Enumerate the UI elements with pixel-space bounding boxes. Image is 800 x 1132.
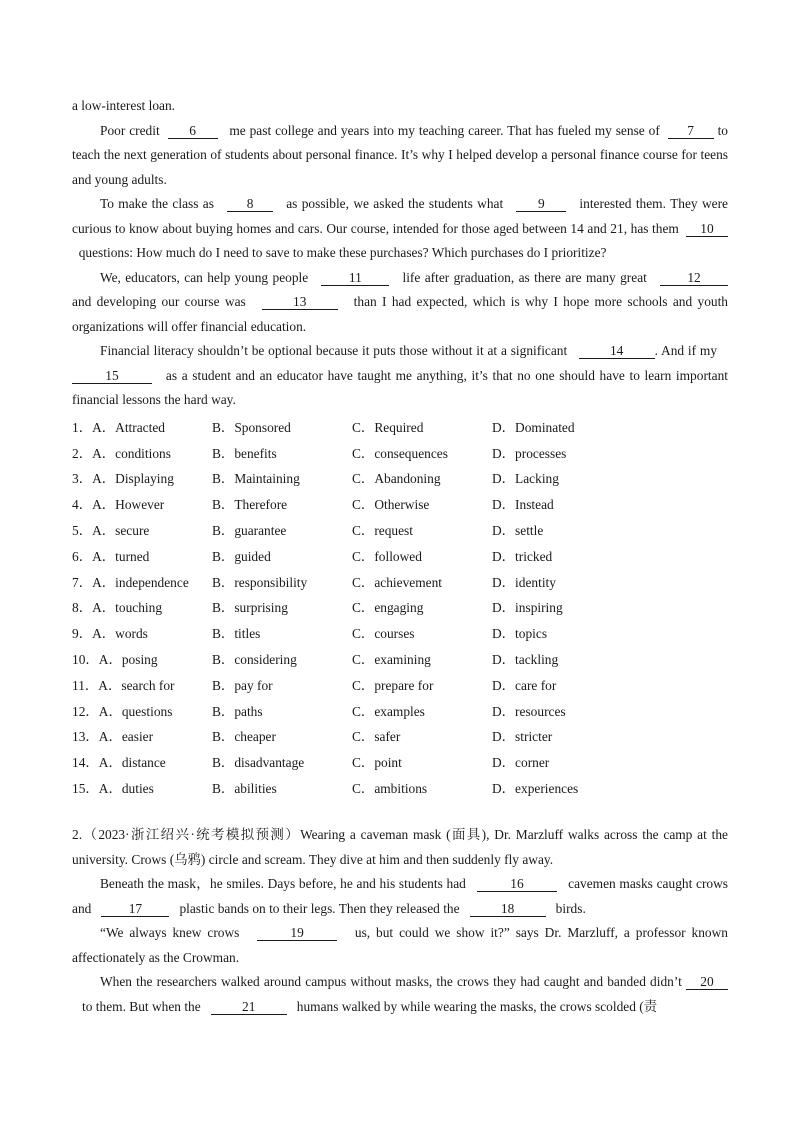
option-number: 10．A．	[72, 652, 122, 668]
option-number: 1．A．	[72, 419, 116, 435]
option-a-text: questions	[121, 703, 173, 719]
option-a[interactable]	[72, 623, 212, 642]
option-c[interactable]: C．consequences	[352, 445, 448, 461]
option-b[interactable]: B．Sponsored	[212, 419, 291, 435]
option-row	[72, 594, 728, 620]
option-b[interactable]: B．paths	[212, 703, 263, 719]
option-c[interactable]: C．examples	[352, 703, 425, 719]
option-d[interactable]: D．resources	[492, 703, 566, 719]
option-b[interactable]: B．Maintaining	[212, 471, 300, 487]
option-d[interactable]: D．tricked	[492, 548, 553, 564]
text-fragment: “We always knew crows	[100, 925, 240, 941]
blank-11[interactable]: 11	[321, 270, 389, 286]
passage1-paragraph-3	[72, 266, 728, 340]
option-a-text: search for	[121, 677, 175, 693]
option-a[interactable]	[72, 443, 212, 462]
option-d[interactable]: D．topics	[492, 626, 548, 642]
option-number: 2．A．	[72, 445, 116, 461]
option-a[interactable]	[72, 520, 212, 539]
option-c[interactable]: C．engaging	[352, 600, 424, 616]
passage2-header: 2.（2023·浙江绍兴·统考模拟预测）Wearing a caveman mask (面具), Dr. Marzluff walks across the camp at the university. Crows (乌鸦) circle and scream. They dive at him and then suddenly fly away.	[72, 827, 728, 867]
option-a[interactable]	[72, 675, 212, 694]
option-b[interactable]: B．abilities	[212, 781, 277, 797]
option-row	[72, 646, 728, 672]
passage2-paragraph-2	[72, 921, 728, 970]
blank-10[interactable]: 10	[686, 221, 728, 237]
option-row	[72, 465, 728, 491]
passage2-paragraph-3	[72, 970, 728, 1019]
option-number: 13．A．	[72, 729, 122, 745]
option-d[interactable]: D．settle	[492, 523, 544, 539]
option-d[interactable]: D．Lacking	[492, 471, 559, 487]
blank-21[interactable]: 21	[211, 999, 287, 1015]
text-fragment: life after graduation, as there are many great	[402, 269, 647, 285]
option-a-text: words	[115, 626, 148, 642]
option-number: 12．A．	[72, 703, 122, 719]
options-list	[72, 414, 728, 801]
option-a[interactable]	[72, 468, 212, 487]
text-fragment: cavemen masks caught crows and	[72, 876, 728, 916]
text-fragment: than I had expected, which is why I hope more schools and youth organizations will offer financial education.	[72, 294, 728, 334]
text-fragment: plastic bands on to their legs. Then they released the	[179, 900, 460, 916]
option-a[interactable]	[72, 417, 212, 436]
text-fragment: When the researchers walked around campus without masks, the crows they had caught and banded didn’t	[100, 974, 682, 990]
option-row	[72, 568, 728, 594]
blank-8[interactable]: 8	[227, 196, 273, 212]
option-number: 5．A．	[72, 523, 116, 539]
option-a[interactable]	[72, 778, 212, 797]
option-c[interactable]: C．Otherwise	[352, 497, 430, 513]
text-fragment: to teach the next generation of students about personal finance. It’s why I helped develop a personal finance course for teens and young adults.	[72, 122, 728, 187]
text-fragment: To make the class as	[100, 196, 214, 211]
option-a[interactable]	[72, 726, 212, 745]
option-row	[72, 517, 728, 543]
option-a-text: Displaying	[115, 471, 174, 487]
option-a[interactable]	[72, 546, 212, 565]
blank-6[interactable]: 6	[168, 123, 218, 139]
text-fragment: humans walked by while wearing the masks, the crows scolded (责	[296, 998, 658, 1014]
option-a-text: distance	[121, 755, 166, 771]
option-d[interactable]: D．Dominated	[492, 419, 575, 435]
option-a-text: independence	[115, 574, 189, 590]
option-b[interactable]: B．pay for	[212, 677, 273, 693]
option-number: 8．A．	[72, 600, 116, 616]
option-c[interactable]: C．request	[352, 523, 413, 539]
option-b[interactable]: B．surprising	[212, 600, 288, 616]
option-a-text: turned	[115, 548, 150, 564]
blank-18[interactable]: 18	[470, 901, 546, 917]
option-a[interactable]	[72, 752, 212, 771]
option-c[interactable]: C．point	[352, 755, 402, 771]
blank-13[interactable]: 13	[262, 294, 338, 310]
option-d[interactable]: D．inspiring	[492, 600, 563, 616]
option-a-text: conditions	[115, 445, 171, 461]
text-fragment: We, educators, can help young people	[100, 269, 309, 285]
text-fragment: birds.	[555, 900, 586, 916]
option-b[interactable]: B．benefits	[212, 445, 277, 461]
option-number: 6．A．	[72, 548, 116, 564]
text-fragment: . And if my	[654, 343, 718, 358]
option-c[interactable]: C．examining	[352, 652, 431, 668]
option-b[interactable]: B．Therefore	[212, 497, 288, 513]
option-b[interactable]: B．disadvantage	[212, 755, 305, 771]
option-c[interactable]: C．Required	[352, 419, 424, 435]
option-c[interactable]: C．followed	[352, 548, 422, 564]
option-number: 4．A．	[72, 497, 116, 513]
option-a[interactable]	[72, 494, 212, 513]
option-row	[72, 414, 728, 440]
option-a[interactable]	[72, 597, 212, 616]
option-a-text: easier	[121, 729, 154, 745]
option-row	[72, 439, 728, 465]
option-b[interactable]: B．cheaper	[212, 729, 276, 745]
option-c[interactable]: C．Abandoning	[352, 471, 441, 487]
option-a[interactable]	[72, 701, 212, 720]
option-number: 9．A．	[72, 626, 116, 642]
passage2-paragraph-1	[72, 872, 728, 921]
option-row	[72, 542, 728, 568]
option-a-text: However	[115, 497, 165, 513]
blank-12[interactable]: 12	[660, 270, 728, 286]
option-c[interactable]: C．courses	[352, 626, 415, 642]
option-row	[72, 775, 728, 801]
option-a[interactable]	[72, 649, 212, 668]
option-c[interactable]: C．safer	[352, 729, 401, 745]
option-row	[72, 723, 728, 749]
blank-19[interactable]: 19	[257, 925, 337, 941]
text-fragment: Financial literacy shouldn’t be optional because it puts those without it at a significant	[100, 343, 568, 358]
blank-17[interactable]: 17	[101, 901, 169, 917]
text-fragment: us, but could we show it?” says Dr. Marzluff, a professor known affectionately as the Crowman.	[72, 925, 728, 965]
option-row	[72, 620, 728, 646]
option-b[interactable]: B．responsibility	[212, 574, 308, 590]
text-fragment: Poor credit	[100, 122, 160, 138]
text-fragment: as possible, we asked the students what	[286, 196, 504, 211]
option-d[interactable]: D．stricter	[492, 729, 553, 745]
option-b[interactable]: B．considering	[212, 652, 297, 668]
option-d[interactable]: D．corner	[492, 755, 550, 771]
option-row	[72, 749, 728, 775]
document-content	[72, 94, 728, 1019]
text-fragment: questions: How much do I need to save to make these purchases? Which purchases do I prioritize?	[78, 245, 607, 260]
text-fragment: to them. But when the	[82, 998, 201, 1014]
option-d[interactable]: D．Instead	[492, 497, 554, 513]
section-spacer	[72, 800, 728, 823]
option-number: 14．A．	[72, 755, 122, 771]
text-fragment: Beneath the mask，he smiles. Days before, he and his students had	[100, 876, 466, 892]
option-a-text: Attracted	[115, 419, 165, 435]
option-a-text: secure	[115, 523, 150, 539]
blank-9[interactable]: 9	[516, 196, 566, 212]
blank-16[interactable]: 16	[477, 876, 557, 892]
passage1-paragraph-4	[72, 339, 728, 413]
option-a-text: duties	[121, 781, 154, 797]
text-fragment: as a student and an educator have taught me anything, it’s that no one should have to learn important financial lessons the hard way.	[72, 367, 728, 407]
option-b[interactable]: B．guarantee	[212, 523, 287, 539]
option-row	[72, 697, 728, 723]
option-d[interactable]: D．experiences	[492, 781, 579, 797]
option-c[interactable]: C．achievement	[352, 574, 442, 590]
option-d[interactable]: D．identity	[492, 574, 556, 590]
option-c[interactable]: C．prepare for	[352, 677, 434, 693]
text-fragment: and developing our course was	[72, 294, 246, 309]
option-a-text: touching	[115, 600, 163, 616]
blank-14[interactable]: 14	[579, 343, 655, 359]
passage1-line0: a low-interest loan.	[72, 98, 175, 113]
option-row	[72, 671, 728, 697]
blank-20[interactable]: 20	[686, 974, 728, 990]
blank-7[interactable]: 7	[668, 123, 714, 139]
option-row	[72, 491, 728, 517]
passage1-paragraph-1	[72, 119, 728, 193]
text-fragment: interested them. They were curious to know about buying homes and cars. Our course, intended for those aged between 14 and 21, has them	[72, 196, 728, 236]
option-number: 15．A．	[72, 781, 122, 797]
option-d[interactable]: D．tackling	[492, 652, 559, 668]
option-c[interactable]: C．ambitions	[352, 781, 428, 797]
option-d[interactable]: D．care for	[492, 677, 557, 693]
text-fragment: me past college and years into my teaching career. That has fueled my sense of	[229, 122, 660, 138]
option-number: 7．A．	[72, 574, 116, 590]
passage1-paragraph-2	[72, 192, 728, 266]
option-b[interactable]: B．titles	[212, 626, 261, 642]
option-number: 3．A．	[72, 471, 116, 487]
option-number: 11．A．	[72, 677, 122, 693]
option-b[interactable]: B．guided	[212, 548, 271, 564]
option-a[interactable]	[72, 572, 212, 591]
blank-15[interactable]: 15	[72, 368, 152, 384]
option-d[interactable]: D．processes	[492, 445, 567, 461]
option-a-text: posing	[121, 652, 158, 668]
